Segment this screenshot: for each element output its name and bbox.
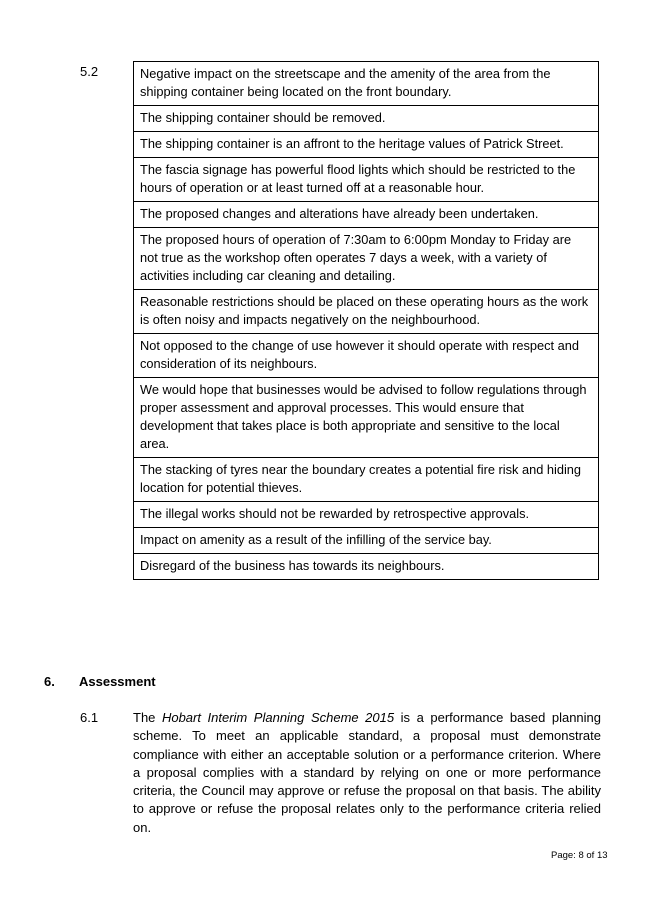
table-cell: We would hope that businesses would be advised to follow regulations through proper assessment and approval processes. This would ensure that development that takes place is both appropriate and sensitive to the local area. — [134, 378, 599, 458]
section-heading — [44, 674, 156, 689]
representations-table — [133, 61, 599, 580]
table-row — [134, 62, 599, 106]
table-row — [134, 132, 599, 158]
table-cell: Reasonable restrictions should be placed on these operating hours as the work is often noisy and impacts negatively on the neighbourhood. — [134, 290, 599, 334]
table-row — [134, 228, 599, 290]
table-cell: Negative impact on the streetscape and the amenity of the area from the shipping container being located on the front boundary. — [134, 62, 599, 106]
section-number: 5.2 — [80, 64, 99, 79]
table-row — [134, 202, 599, 228]
table-cell: The illegal works should not be rewarded by retrospective approvals. — [134, 502, 599, 528]
paragraph-number: 6.1 — [80, 710, 99, 725]
heading-title: Assessment — [79, 674, 156, 689]
paragraph-lead: The — [133, 710, 162, 725]
assessment-paragraph — [133, 709, 601, 837]
table-cell: Disregard of the business has towards its neighbours. — [134, 554, 599, 580]
page-number: Page: 8 of 13 — [551, 850, 608, 861]
table-cell: The shipping container is an affront to the heritage values of Patrick Street. — [134, 132, 599, 158]
paragraph-body: is a performance based planning scheme. To meet an applicable standard, a proposal must demonstrate compliance with either an acceptable solution or a performance criterion. Where a proposal complies with a standard by relying on one or more performance criteria, the Council may approve or refuse the proposal on that basis. The ability to approve or refuse the proposal relates only to the performance criteria relied on. — [133, 710, 602, 835]
table-cell: The shipping container should be removed. — [134, 106, 599, 132]
table-row — [134, 378, 599, 458]
table-row — [134, 106, 599, 132]
heading-number: 6. — [44, 674, 55, 689]
scheme-name: Hobart Interim Planning Scheme 2015 — [161, 710, 395, 725]
table-row — [134, 158, 599, 202]
table-cell: The proposed changes and alterations have already been undertaken. — [134, 202, 599, 228]
table-row — [134, 290, 599, 334]
table-cell: The proposed hours of operation of 7:30am to 6:00pm Monday to Friday are not true as the workshop often operates 7 days a week, with a variety of activities including car cleaning and detailing. — [134, 228, 599, 290]
table-cell: Not opposed to the change of use however it should operate with respect and consideration of its neighbours. — [134, 334, 599, 378]
table-cell: The fascia signage has powerful flood lights which should be restricted to the hours of operation or at least turned off at a reasonable hour. — [134, 158, 599, 202]
table-cell: Impact on amenity as a result of the infilling of the service bay. — [134, 528, 599, 554]
table-row — [134, 502, 599, 528]
table-cell: The stacking of tyres near the boundary creates a potential fire risk and hiding location for potential thieves. — [134, 458, 599, 502]
table-row — [134, 458, 599, 502]
table-row — [134, 554, 599, 580]
table-row — [134, 334, 599, 378]
table-row — [134, 528, 599, 554]
